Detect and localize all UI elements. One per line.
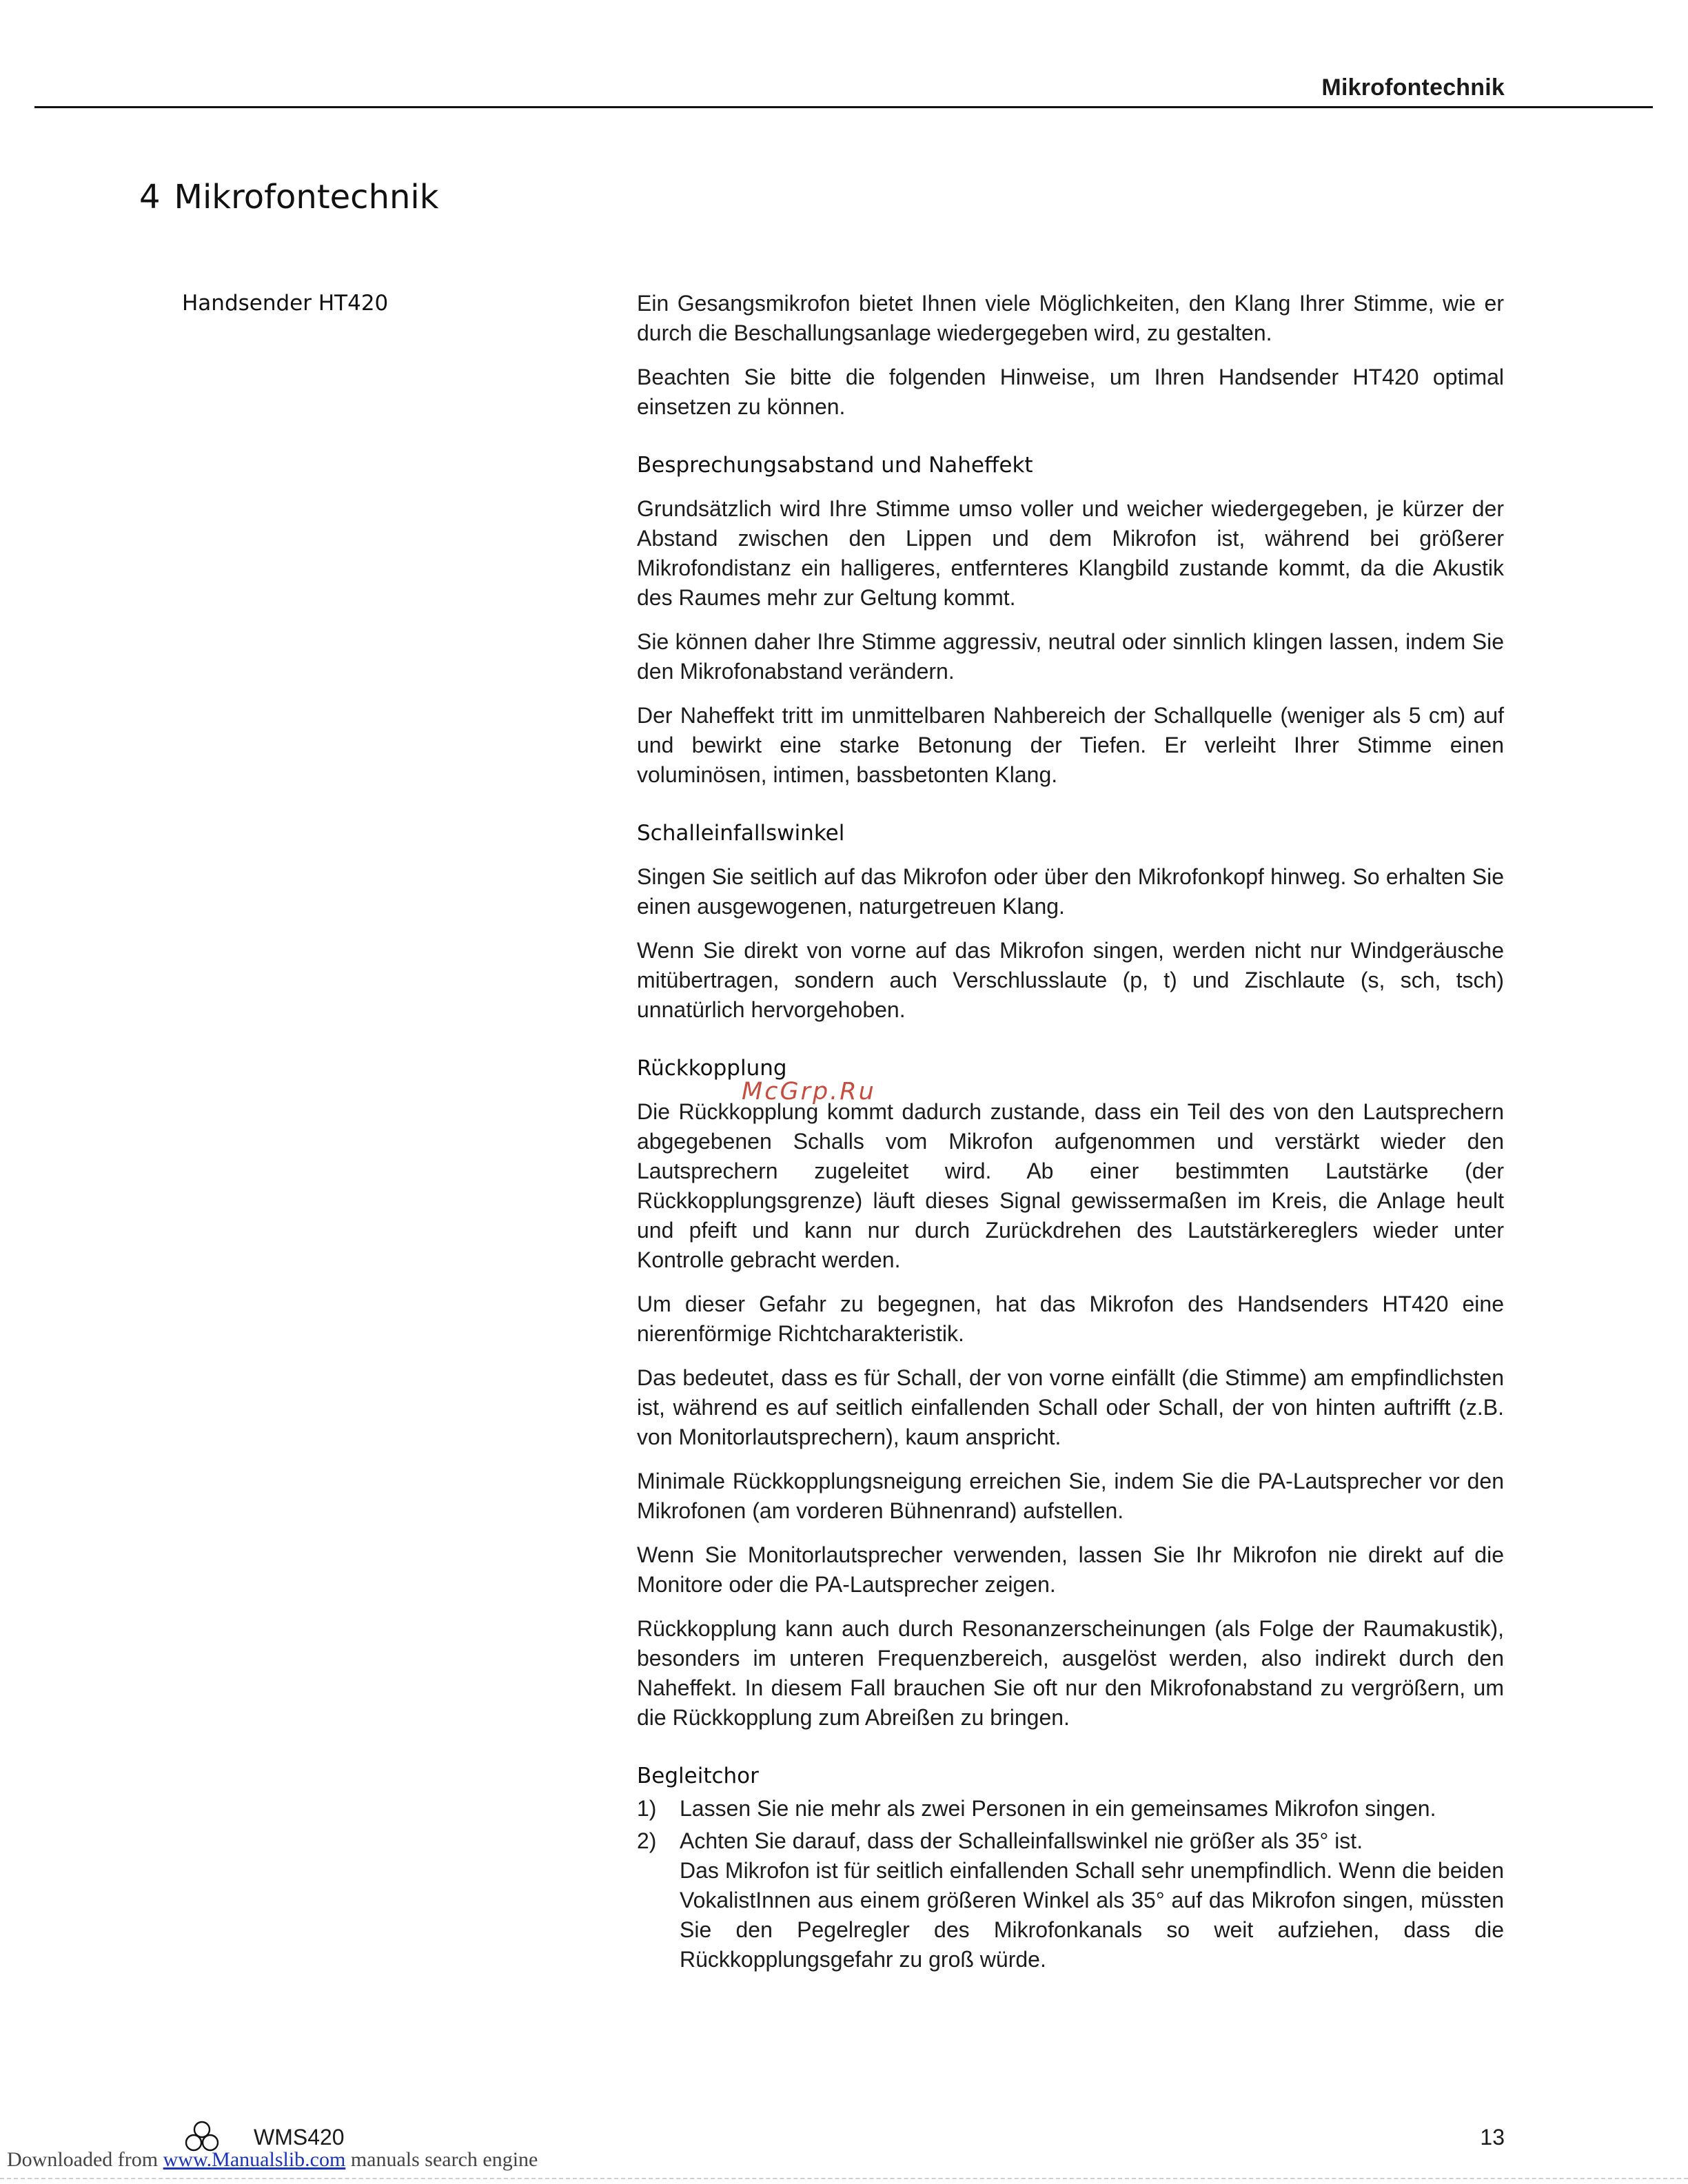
paragraph: Grundsätzlich wird Ihre Stimme umso voller und weicher wiedergegeben, je kürzer der Abstand zwischen den Lippen und dem Mikrofon ist, während bei größerer Mikrofondistanz ein halligeres, entfernteres Klangbild zustande kommt, da die Akustik des Raumes mehr zur Geltung kommt.: [637, 496, 1504, 610]
section-heading-rueckkopplung: Rückkopplung: [637, 1056, 787, 1081]
download-suffix: manuals search engine: [350, 2148, 538, 2171]
list-marker: 1): [637, 1796, 657, 1821]
header-rule: [34, 106, 1653, 108]
footer-model: WMS420: [254, 2125, 345, 2150]
chapter-number: 4: [139, 178, 161, 216]
paragraph: Wenn Sie Monitorlautsprecher verwenden, lassen Sie Ihr Mikrofon nie direkt auf die Monitore oder die PA-Lautsprecher zeigen.: [637, 1542, 1504, 1597]
begleitchor-list: [637, 1794, 1504, 1974]
running-header-title: Mikrofontechnik: [1321, 74, 1505, 101]
manualslib-link[interactable]: www.Manualslib.com: [163, 2148, 346, 2171]
section-heading-schalleinfallswinkel: Schalleinfallswinkel: [637, 821, 845, 846]
intro-paragraph: Beachten Sie bitte die folgenden Hinweise, um Ihren Handsender HT420 optimal einsetzen zu können.: [637, 365, 1504, 419]
list-item: [637, 1794, 1504, 1824]
section-heading-besprechungsabstand: Besprechungsabstand und Naheffekt: [637, 453, 1033, 478]
watermark: McGrp.Ru: [742, 1078, 876, 1105]
paragraph: Das bedeutet, dass es für Schall, der von vorne einfällt (die Stimme) am empfindlichsten ist, während es auf seitlich einfallenden Schall oder Schall, der von hinten auftrifft (z.B. von Monitorlautsprechern), kaum anspricht.: [637, 1365, 1504, 1449]
paragraph: Sie können daher Ihre Stimme aggressiv, neutral oder sinnlich klingen lassen, indem Sie den Mikrofonabstand verändern.: [637, 629, 1504, 684]
chapter-title: Mikrofontechnik: [174, 178, 439, 216]
list-item-text: Lassen Sie nie mehr als zwei Personen in ein gemeinsames Mikrofon singen.: [680, 1796, 1436, 1821]
paragraph: Um dieser Gefahr zu begegnen, hat das Mikrofon des Handsenders HT420 eine nierenförmige Richtcharakteristik.: [637, 1292, 1504, 1346]
page-number: 13: [1480, 2125, 1505, 2150]
bottom-divider: [0, 2178, 1688, 2179]
list-marker: 2): [637, 1828, 657, 1853]
side-label: Handsender HT420: [182, 291, 389, 316]
intro-paragraph: Ein Gesangsmikrofon bietet Ihnen viele Möglichkeiten, den Klang Ihrer Stimme, wie er durch die Beschallungsanlage wiedergegeben wird, zu gestalten.: [637, 291, 1504, 345]
paragraph: Der Naheffekt tritt im unmittelbaren Nahbereich der Schallquelle (weniger als 5 cm) auf und bewirkt eine starke Betonung der Tiefen. Er verleiht Ihrer Stimme einen voluminösen, intimen, bassbetonten Klang.: [637, 703, 1504, 787]
paragraph: Die Rückkopplung kommt dadurch zustande, dass ein Teil des von den Lautsprechern abgegebenen Schalls vom Mikrofon aufgenommen und verstärkt wieder den Lautsprechern zugeleitet wird. Ab einer bestimmten Lautstärke (der Rückkopplungsgrenze) läuft dieses Signal gewissermaßen im Kreis, die Anlage heult und pfeift und kann nur durch Zurückdrehen des Lautstärkereglers wieder unter Kontrolle gebracht werden.: [637, 1099, 1504, 1272]
download-prefix: Downloaded from: [7, 2148, 159, 2171]
paragraph: Wenn Sie direkt von vorne auf das Mikrofon singen, werden nicht nur Windgeräusche mitübertragen, sondern auch Verschlusslaute (p, t) und Zischlaute (s, sch, tsch) unnatürlich hervorgehoben.: [637, 938, 1504, 1022]
download-note: [7, 2148, 538, 2172]
paragraph: Minimale Rückkopplungsneigung erreichen Sie, indem Sie die PA-Lautsprecher vor den Mikrofonen (am vorderen Bühnenrand) aufstellen.: [637, 1469, 1504, 1523]
list-item-note: Das Mikrofon ist für seitlich einfallenden Schall sehr unempfindlich. Wenn die beiden VokalistInnen aus einem größeren Winkel als 35° auf das Mikrofon singen, müssten Sie den Pegelregler des Mikrofonkanals so weit aufziehen, dass die Rückkopplungsgefahr zu groß würde.: [680, 1858, 1504, 1972]
body-content: [637, 289, 1504, 1977]
section-heading-begleitchor: Begleitchor: [637, 1764, 759, 1788]
list-item: [637, 1826, 1504, 1974]
chapter-heading: [139, 178, 439, 216]
paragraph: Rückkopplung kann auch durch Resonanzerscheinungen (als Folge der Raumakustik), besonders im unteren Frequenzbereich, ausgelöst werden, also indirekt durch den Naheffekt. In diesem Fall brauchen Sie oft nur den Mikrofonabstand zu vergrößern, um die Rückkopplung zum Abreißen zu bringen.: [637, 1616, 1504, 1730]
list-item-text: Achten Sie darauf, dass der Schalleinfallswinkel nie größer als 35° ist.: [680, 1828, 1363, 1853]
paragraph: Singen Sie seitlich auf das Mikrofon oder über den Mikrofonkopf hinweg. So erhalten Sie einen ausgewogenen, naturgetreuen Klang.: [637, 864, 1504, 919]
